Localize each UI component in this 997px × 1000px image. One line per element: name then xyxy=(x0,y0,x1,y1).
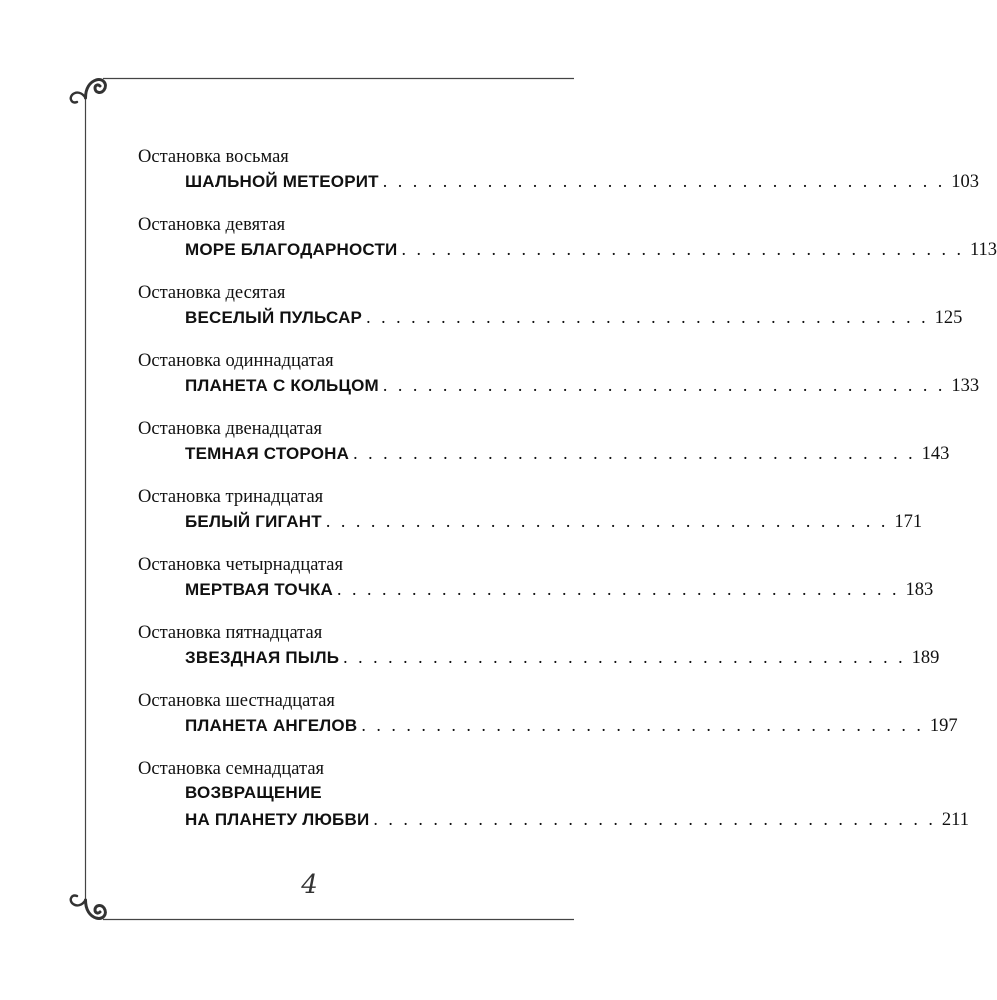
toc-entry xyxy=(138,282,963,328)
toc-entry xyxy=(138,690,958,736)
leader-dots: . . . . . . . . . . . . . . . . . . . . . . . . . . . . . . . . . . . . . . xyxy=(337,579,900,599)
page-ref: 189 xyxy=(911,648,940,668)
page-ref: 197 xyxy=(929,716,958,736)
leader-dots: . . . . . . . . . . . . . . . . . . . . . . . . . . . . . . . . . . . . . . xyxy=(325,511,889,531)
stop-label: Остановка тринадцатая xyxy=(138,487,324,507)
top-curl-ornament-icon xyxy=(71,80,106,103)
stop-label: Остановка четырнадцатая xyxy=(138,555,343,575)
stop-label: Остановка пятнадцатая xyxy=(138,623,323,643)
page-ref: 125 xyxy=(934,308,963,328)
stop-label: Остановка одиннадцатая xyxy=(138,351,334,371)
page-ref: 113 xyxy=(969,240,997,260)
chapter-title: НА ПЛАНЕТУ ЛЮБВИ xyxy=(185,810,370,829)
toc-entry xyxy=(138,622,940,668)
stop-label: Остановка семнадцатая xyxy=(138,759,325,779)
leader-dots: . . . . . . . . . . . . . . . . . . . . . . . . . . . . . . . . . . . . . . xyxy=(382,171,946,191)
leader-dots: . . . . . . . . . . . . . . . . . . . . . . . . . . . . . . . . . . . . . . xyxy=(353,443,916,463)
page-number: 4 xyxy=(301,870,318,900)
leader-dots: . . . . . . . . . . . . . . . . . . . . . . . . . . . . . . . . . . . . . . xyxy=(373,809,936,829)
toc-entry xyxy=(138,554,934,600)
leader-dots: . . . . . . . . . . . . . . . . . . . . . . . . . . . . . . . . . . . . . . xyxy=(366,307,929,327)
leader-dots: . . . . . . . . . . . . . . . . . . . . . . . . . . . . . . . . . . . . . . xyxy=(343,647,906,667)
page-ref: 171 xyxy=(894,512,923,532)
leader-dots: . . . . . . . . . . . . . . . . . . . . . . . . . . . . . . . . . . . . . . xyxy=(382,375,946,395)
toc-entry xyxy=(138,214,997,260)
chapter-title: ВЕСЕЛЫЙ ПУЛЬСАР xyxy=(185,308,363,327)
toc-entry xyxy=(138,486,923,532)
leader-dots: . . . . . . . . . . . . . . . . . . . . . . . . . . . . . . . . . . . . . . xyxy=(361,715,924,735)
stop-label: Остановка девятая xyxy=(138,215,286,235)
page-ref: 211 xyxy=(941,810,969,830)
stop-label: Остановка восьмая xyxy=(138,147,289,167)
leader-dots: . . . . . . . . . . . . . . . . . . . . . . . . . . . . . . . . . . . . . . xyxy=(401,239,964,259)
chapter-title: МЕРТВАЯ ТОЧКА xyxy=(185,580,334,599)
stop-label: Остановка двенадцатая xyxy=(138,419,322,439)
chapter-title: МОРЕ БЛАГОДАРНОСТИ xyxy=(185,240,398,259)
page-ref: 143 xyxy=(921,444,950,464)
toc-entry xyxy=(138,758,969,830)
page-ref: 183 xyxy=(905,580,934,600)
chapter-title: ЗВЕЗДНАЯ ПЫЛЬ xyxy=(185,648,340,667)
stop-label: Остановка шестнадцатая xyxy=(138,691,335,711)
page-ref: 103 xyxy=(951,172,979,192)
toc-entry xyxy=(138,146,979,192)
chapter-title: ПЛАНЕТА С КОЛЬЦОМ xyxy=(185,376,379,395)
chapter-title-line1: ВОЗВРАЩЕНИЕ xyxy=(185,783,322,802)
chapter-title: ТЕМНАЯ СТОРОНА xyxy=(185,444,350,463)
stop-label: Остановка десятая xyxy=(138,283,286,303)
chapter-title: ШАЛЬНОЙ МЕТЕОРИТ xyxy=(185,172,379,191)
toc-entry xyxy=(138,350,980,396)
toc-entry xyxy=(138,418,950,464)
chapter-title: БЕЛЫЙ ГИГАНТ xyxy=(185,512,322,531)
chapter-title: ПЛАНЕТА АНГЕЛОВ xyxy=(185,716,358,735)
page-ref: 133 xyxy=(951,376,980,396)
